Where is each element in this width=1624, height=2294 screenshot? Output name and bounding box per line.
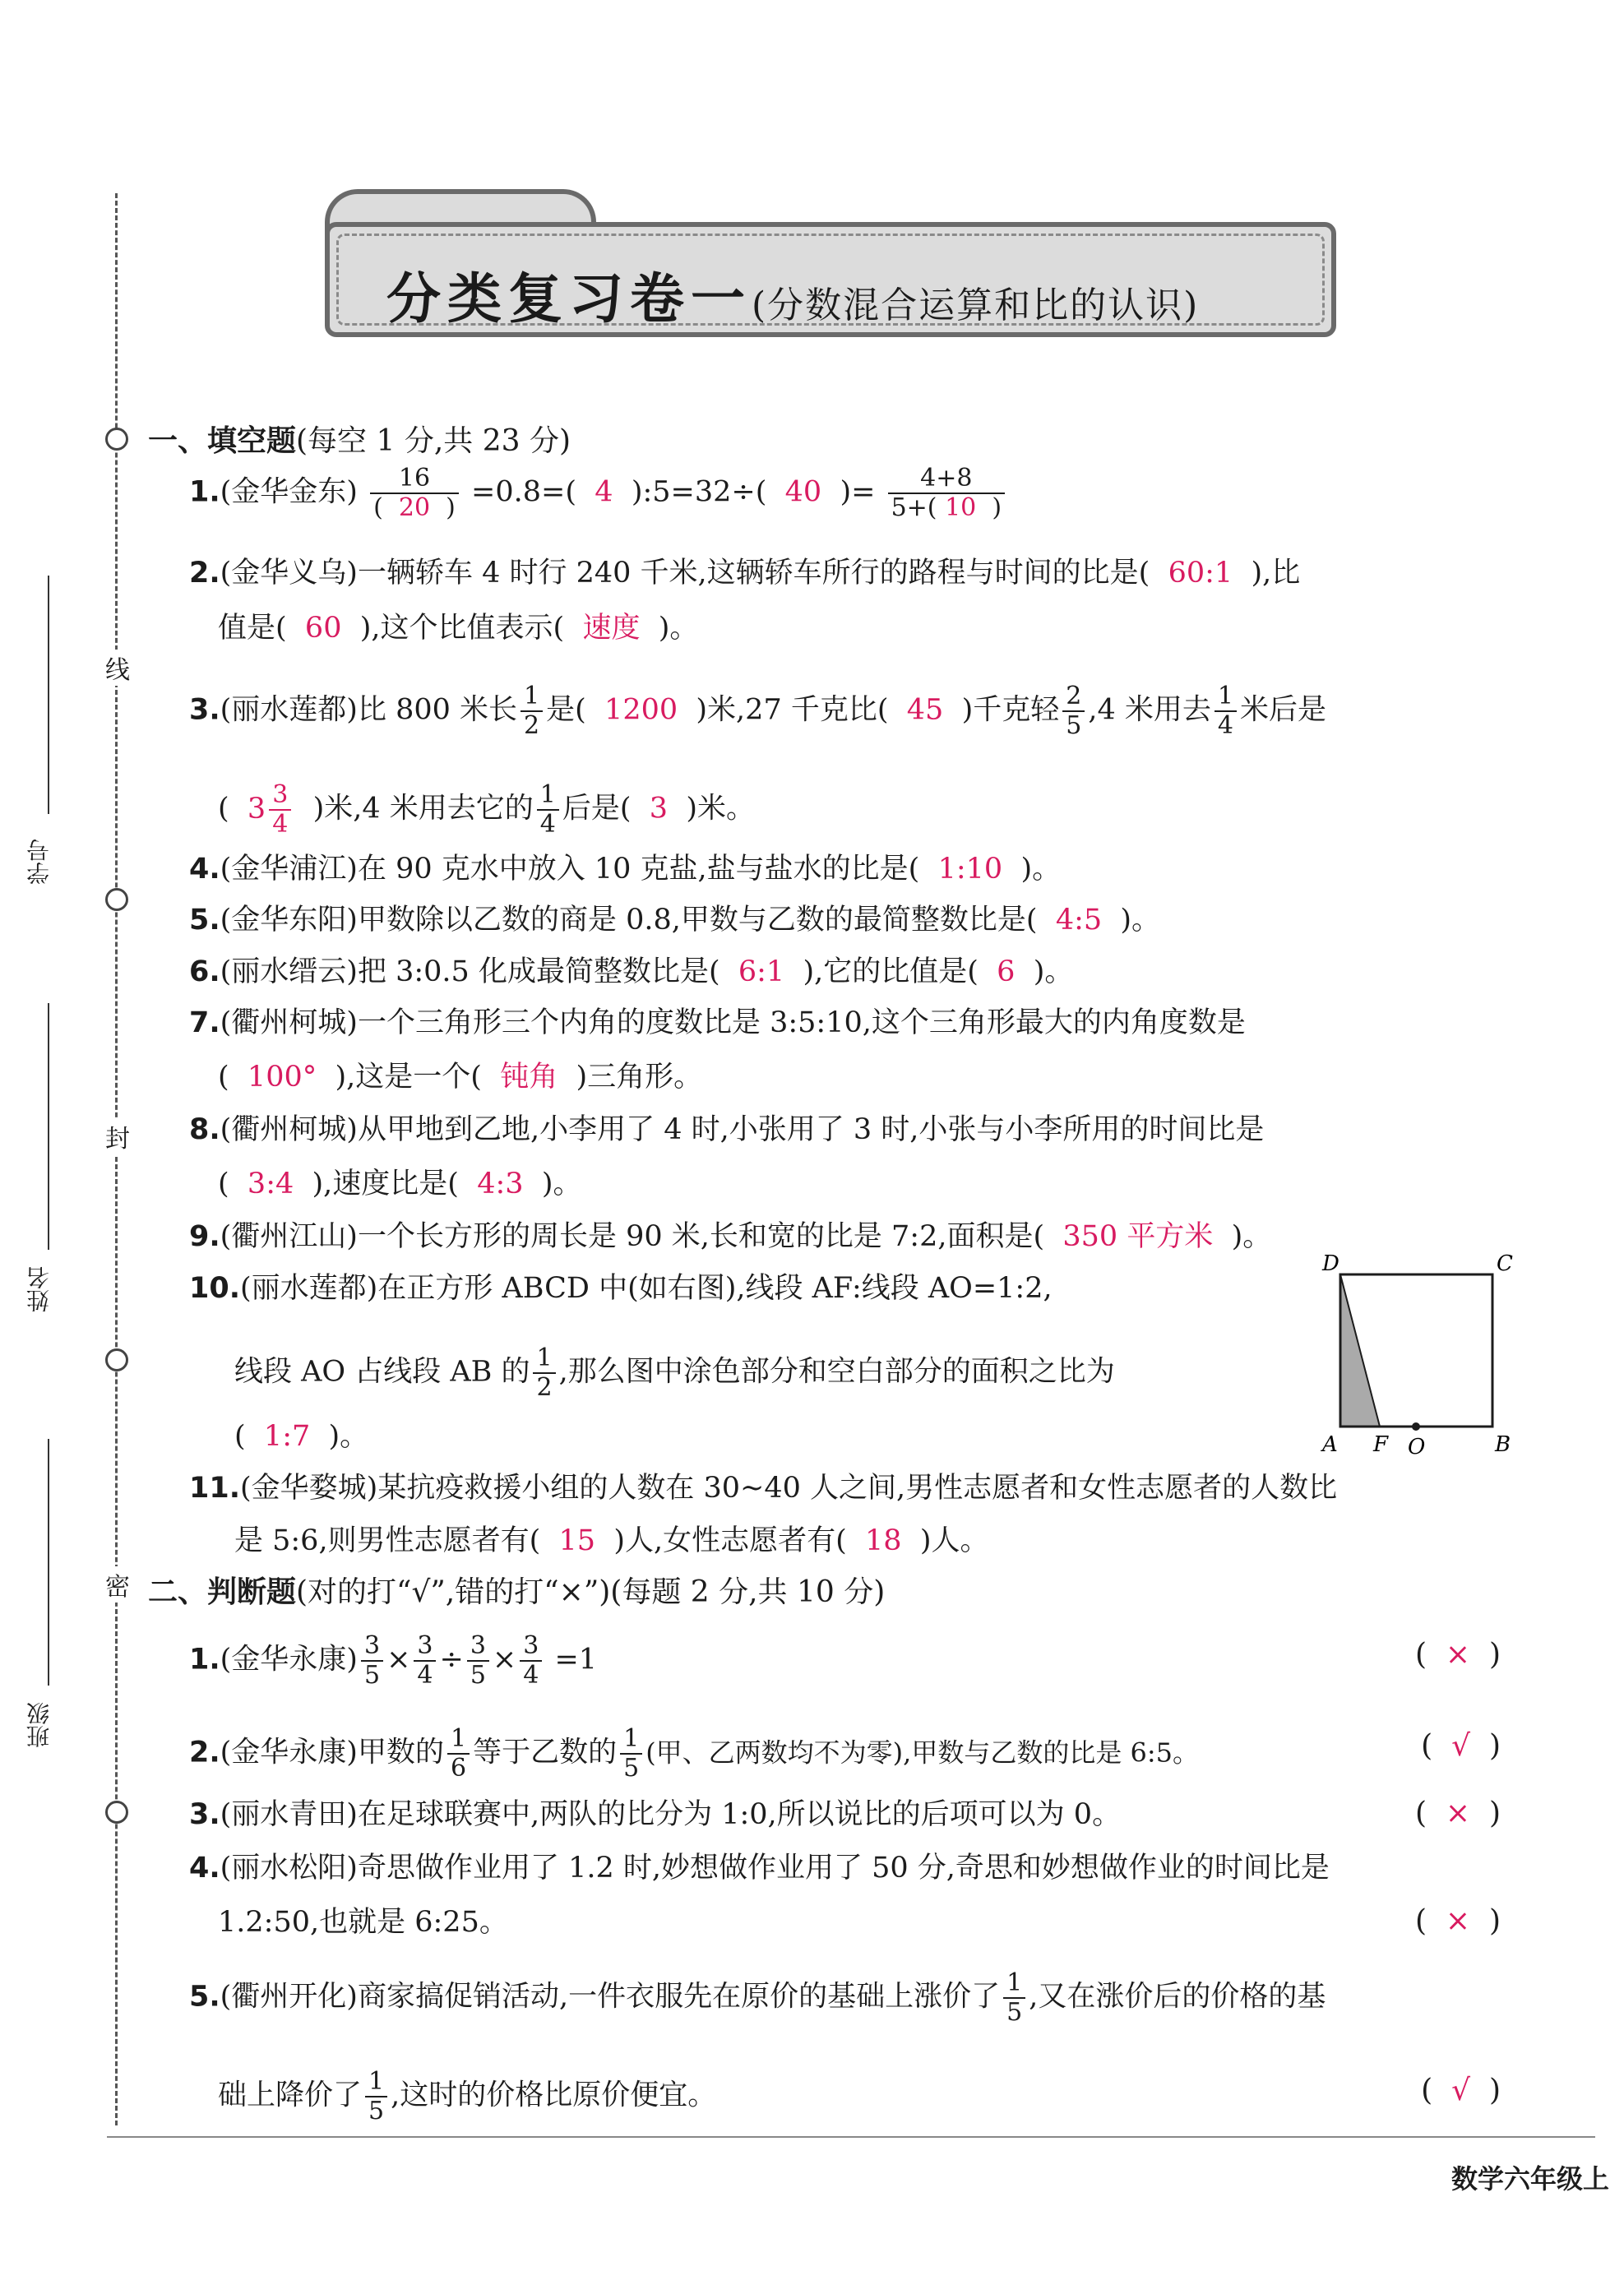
j3-source: (丽水青田) <box>220 1798 358 1831</box>
q4-text-2: )。 <box>1020 853 1062 886</box>
j1-equals: =1 <box>554 1643 598 1677</box>
question-7 <box>189 1005 1246 1041</box>
q1-text-3: )= <box>840 475 876 509</box>
q10-text-1: 在正方形 ABCD 中(如右图),线段 AF:线段 AO=1:2, <box>377 1272 1053 1305</box>
q8-text-4: )。 <box>541 1168 582 1200</box>
q8-number: 8. <box>189 1113 220 1146</box>
q6-number: 6. <box>189 955 220 988</box>
q11-text-3: )人,女性志愿者有( <box>613 1524 847 1557</box>
q7-text-3: ),这是一个( <box>335 1061 482 1094</box>
q7-text-1: 一个三角形三个内角的度数比是 3:5:10,这个三角形最大的内角度数是 <box>357 1006 1246 1039</box>
q4-answer-1[interactable]: 1:10 <box>937 853 1003 886</box>
j4-number: 4. <box>189 1852 220 1885</box>
q5-text-1: 甲数除以乙数的商是 0.8,甲数与乙数的最简整数比是( <box>357 904 1038 937</box>
q10-answer-1[interactable]: 1:7 <box>263 1420 311 1453</box>
q10-number: 10. <box>189 1272 241 1305</box>
j1-f1-den: 5 <box>361 1660 383 1690</box>
q2-number: 2. <box>189 557 220 590</box>
question-10 <box>189 1270 1053 1307</box>
q9-text-1: 一个长方形的周长是 90 米,长和宽的比是 7:2,面积是( <box>357 1220 1045 1253</box>
q11-number: 11. <box>189 1472 241 1505</box>
q8-answer-1[interactable]: 3:4 <box>247 1168 294 1200</box>
q11-answer-2[interactable]: 18 <box>865 1524 902 1557</box>
q4-text-1: 在 90 克水中放入 10 克盐,盐与盐水的比是( <box>357 853 920 886</box>
j2-mark: √ <box>1451 1729 1471 1763</box>
q3-fraction-4 <box>537 781 559 839</box>
q3-f2-num: 2 <box>1066 682 1082 710</box>
q11-text-1: 某抗疫救援小组的人数在 30~40 人之间,男性志愿者和女性志愿者的人数比 <box>377 1472 1338 1505</box>
q3-paren-left: ( <box>218 792 229 826</box>
q3-f2-den: 5 <box>1062 710 1085 740</box>
q1-f2-den-r: ) <box>992 493 1002 522</box>
j2-text-1: 甲数的 <box>357 1736 444 1769</box>
q8-text-2: ( <box>218 1168 229 1200</box>
q10-fraction <box>533 1344 555 1402</box>
j1-fraction-1 <box>361 1632 383 1690</box>
question-11 <box>189 1470 1337 1506</box>
binding-dashed-line <box>115 193 118 2125</box>
paren-left: ( <box>1414 1797 1427 1830</box>
section-2-heading <box>148 1569 885 1611</box>
q3-text-3: )米,27 千克比( <box>696 693 889 727</box>
q2-text-2: ),比 <box>1251 557 1301 590</box>
q2-answer-1[interactable]: 60:1 <box>1168 557 1233 590</box>
j1-op-1: × <box>386 1643 411 1677</box>
j2-f1-num: 1 <box>450 1724 467 1753</box>
j5-f2-den: 5 <box>365 2096 387 2125</box>
j1-f4-den: 4 <box>520 1660 542 1690</box>
j5-text-4: ,这时的价格比原价便宜。 <box>391 2079 717 2112</box>
q11-text-4: )人。 <box>919 1524 989 1557</box>
j1-f3-num: 3 <box>470 1631 486 1660</box>
q9-source: (衢州江山) <box>220 1220 358 1253</box>
q10-text-2: 线段 AO 占线段 AB 的 <box>234 1355 530 1389</box>
title-main: 分类复习卷一 <box>386 266 752 331</box>
q1-answer-2[interactable]: 4 <box>595 475 613 509</box>
q3-text-5: ,4 米用去 <box>1088 693 1211 727</box>
q1-answer-3[interactable]: 40 <box>784 475 822 509</box>
question-3-line-2 <box>218 781 755 839</box>
j5-mark: √ <box>1451 2074 1471 2107</box>
q10-f-den: 2 <box>533 1372 555 1402</box>
j4-text-1: 奇思做作业用了 1.2 时,妙想做作业用了 50 分,奇思和妙想做作业的时间比是 <box>357 1852 1330 1885</box>
question-4 <box>189 851 1061 887</box>
paren-left: ( <box>1414 1638 1427 1672</box>
q1-fraction-2 <box>888 465 1005 522</box>
q3-text-8: 后是( <box>562 792 632 826</box>
question-3 <box>189 682 1326 740</box>
binding-mark-mi: 密 <box>105 1566 130 1603</box>
j1-source: (金华永康) <box>220 1643 358 1677</box>
q11-source: (金华婺城) <box>240 1472 378 1505</box>
j1-fraction-4 <box>520 1632 542 1690</box>
judge-4 <box>189 1850 1330 1886</box>
j5-text-1: 商家搞促销活动,一件衣服先在原价的基础上涨价了 <box>357 1980 1001 2014</box>
q5-text-2: )。 <box>1120 904 1161 937</box>
student-number-label: 学号 <box>25 839 53 885</box>
q7-number: 7. <box>189 1006 220 1039</box>
j2-answer-box[interactable] <box>1421 1729 1501 1763</box>
label-d: D <box>1322 1251 1339 1276</box>
j1-fraction-2 <box>414 1632 436 1690</box>
paren-right: ) <box>1488 1797 1501 1830</box>
binding-mark-xian: 线 <box>105 650 130 686</box>
q3-a3-num: 3 <box>272 780 289 809</box>
q10-text-5: )。 <box>328 1420 369 1453</box>
q1-text-2: ):5=32÷( <box>631 475 767 509</box>
q2-text-4: ),这个比值表示( <box>359 612 565 645</box>
q3-text-1: 比 800 米长 <box>357 693 518 727</box>
q3-text-7: )米,4 米用去它的 <box>312 792 534 826</box>
q6-text-3: )。 <box>1033 955 1074 988</box>
j1-f1-num: 3 <box>363 1631 381 1660</box>
binding-hole <box>105 888 128 911</box>
question-11-line-2 <box>234 1523 989 1559</box>
q3-text-4: )千克轻 <box>961 693 1060 727</box>
j1-mark: × <box>1445 1638 1471 1672</box>
question-8-line-2 <box>218 1166 581 1202</box>
q10-source: (丽水莲都) <box>240 1272 378 1305</box>
q3-answer-4[interactable]: 3 <box>649 792 669 826</box>
q5-source: (金华东阳) <box>220 904 358 937</box>
section-2-note: (对的打“√”,错的打“×”)(每题 2 分,共 10 分) <box>296 1575 886 1609</box>
q1-f1-den-r: ) <box>446 493 456 522</box>
j3-text-1: 在足球联赛中,两队的比分为 1:0,所以说比的后项可以为 0。 <box>357 1798 1122 1831</box>
q1-answer-4[interactable]: 10 <box>945 493 977 522</box>
j1-f3-den: 5 <box>467 1660 489 1690</box>
judge-5-line-2 <box>218 2068 716 2125</box>
q2-answer-3[interactable]: 速度 <box>582 612 641 645</box>
q3-a3-fraction <box>269 781 291 839</box>
q7-text-4: )三角形。 <box>576 1061 703 1094</box>
label-c: C <box>1497 1251 1513 1276</box>
q8-answer-2[interactable]: 4:3 <box>477 1168 524 1200</box>
square-abcd-figure <box>1307 1250 1521 1455</box>
j4-text-2: 1.2:50,也就是 6:25。 <box>218 1906 508 1939</box>
question-10-line-2 <box>234 1344 1115 1402</box>
j2-fraction-2 <box>620 1725 642 1783</box>
q7-answer-1[interactable]: 100° <box>247 1061 317 1094</box>
question-6 <box>189 954 1073 990</box>
q8-text-1: 从甲地到乙地,小李用了 4 时,小张用了 3 时,小张与小李所用的时间比是 <box>357 1113 1265 1146</box>
q3-text-6: 米后是 <box>1239 693 1326 727</box>
j5-source: (衢州开化) <box>220 1980 358 2014</box>
j5-fraction-1 <box>1003 1969 1025 2027</box>
q10-text-3: ,那么图中涂色部分和空白部分的面积之比为 <box>558 1355 1115 1389</box>
question-9 <box>189 1219 1271 1255</box>
q3-source: (丽水莲都) <box>220 693 358 727</box>
shaded-triangle <box>1340 1274 1380 1427</box>
question-10-line-3 <box>234 1418 368 1455</box>
j4-source: (丽水松阳) <box>220 1852 358 1885</box>
j1-f4-num: 3 <box>523 1631 539 1660</box>
paren-right: ) <box>1488 1638 1501 1672</box>
judge-1 <box>189 1632 597 1690</box>
q11-answer-1[interactable]: 15 <box>558 1524 596 1557</box>
q3-text-9: )米。 <box>686 792 755 826</box>
q1-f2-num: 4+8 <box>920 464 973 493</box>
q3-a3-den: 4 <box>269 809 291 839</box>
j5-f1-den: 5 <box>1003 1997 1025 2027</box>
j1-op-2: ÷ <box>439 1643 464 1677</box>
judge-5 <box>189 1969 1326 2027</box>
q1-text-1: =0.8=( <box>471 475 576 509</box>
label-f: F <box>1373 1432 1389 1455</box>
label-a: A <box>1322 1432 1338 1455</box>
question-7-line-2 <box>218 1059 702 1095</box>
q4-number: 4. <box>189 853 220 886</box>
q9-answer-1[interactable]: 350 平方米 <box>1062 1220 1214 1253</box>
q3-fraction-3 <box>1215 682 1237 740</box>
q3-fraction-1 <box>521 682 543 740</box>
q6-source: (丽水缙云) <box>220 955 358 988</box>
q3-f3-den: 4 <box>1215 710 1237 740</box>
q5-number: 5. <box>189 904 220 937</box>
judge-3 <box>189 1797 1121 1833</box>
j5-text-2: ,又在涨价后的价格的基 <box>1029 1980 1326 2014</box>
q2-text-1: 一辆轿车 4 时行 240 千米,这辆轿车所行的路程与时间的比是( <box>357 557 1150 590</box>
j2-fraction-1 <box>447 1725 470 1783</box>
section-1-heading <box>148 418 571 460</box>
q1-f1-den-l: ( <box>373 493 383 522</box>
q6-answer-2[interactable]: 6 <box>997 955 1016 988</box>
q3-a3-whole: 3 <box>247 792 266 826</box>
q3-number: 3. <box>189 693 220 727</box>
q11-text-2: 是 5:6,则男性志愿者有( <box>234 1524 541 1557</box>
j5-f2-num: 1 <box>368 2067 385 2096</box>
j2-f2-num: 1 <box>623 1724 640 1753</box>
q8-text-3: ),速度比是( <box>312 1168 459 1200</box>
section-2-title: 二、判断题 <box>148 1575 297 1609</box>
question-2-line-2 <box>218 610 698 646</box>
paren-left: ( <box>1421 1729 1433 1763</box>
q7-text-2: ( <box>218 1061 229 1094</box>
q3-answer-1[interactable]: 1200 <box>604 693 678 727</box>
j4-answer-box[interactable] <box>1415 1904 1501 1938</box>
j3-answer-box[interactable] <box>1415 1797 1501 1830</box>
q2-source: (金华义乌) <box>220 557 358 590</box>
j1-f2-den: 4 <box>414 1660 436 1690</box>
q3-f3-num: 1 <box>1217 682 1233 710</box>
q1-f1-num: 16 <box>398 464 431 493</box>
j5-answer-box[interactable] <box>1421 2074 1501 2107</box>
question-1 <box>189 465 1008 522</box>
j2-f2-den: 5 <box>620 1753 642 1783</box>
class-label: 班级 <box>25 1702 53 1748</box>
q7-answer-2[interactable]: 钝角 <box>500 1061 558 1094</box>
q3-f1-num: 1 <box>524 682 540 710</box>
j2-text-3: (甲、乙两数均不为零),甲数与乙数的比是 6:5。 <box>645 1737 1200 1769</box>
question-2 <box>189 555 1300 591</box>
j5-f1-num: 1 <box>1006 1968 1023 1997</box>
q10-text-4: ( <box>234 1420 246 1453</box>
q1-f2-den-l: 5+( <box>891 493 937 522</box>
binding-hole <box>105 1801 128 1824</box>
j1-answer-box[interactable] <box>1415 1638 1501 1672</box>
j3-number: 3. <box>189 1798 220 1831</box>
q1-answer-1[interactable]: 20 <box>398 493 431 522</box>
j1-fraction-3 <box>467 1632 489 1690</box>
binding-mark-feng: 封 <box>105 1118 130 1154</box>
j2-source: (金华永康) <box>220 1736 358 1769</box>
q5-answer-1[interactable]: 4:5 <box>1055 904 1103 937</box>
j1-number: 1. <box>189 1643 220 1677</box>
q3-f4-num: 1 <box>539 780 556 809</box>
j1-f2-num: 3 <box>417 1631 433 1660</box>
name-label: 姓名 <box>25 1266 53 1312</box>
q2-text-3: 值是( <box>218 612 287 645</box>
q2-answer-2[interactable]: 60 <box>304 612 342 645</box>
j2-f1-den: 6 <box>447 1753 470 1783</box>
judge-4-line-2 <box>218 1904 508 1940</box>
j5-fraction-2 <box>365 2068 387 2125</box>
class-field[interactable] <box>48 1439 49 1686</box>
j2-number: 2. <box>189 1736 220 1769</box>
name-field[interactable] <box>48 1003 49 1250</box>
q3-f4-den: 4 <box>537 809 559 839</box>
q3-answer-3[interactable] <box>247 780 294 839</box>
q4-source: (金华浦江) <box>220 853 358 886</box>
q6-answer-1[interactable]: 6:1 <box>738 955 785 988</box>
paren-right: ) <box>1488 1729 1501 1763</box>
j3-mark: × <box>1445 1797 1471 1830</box>
footer-divider <box>107 2136 1595 2138</box>
paren-right: ) <box>1488 1904 1501 1938</box>
q3-answer-2[interactable]: 45 <box>906 693 944 727</box>
q3-fraction-2 <box>1062 682 1085 740</box>
page-title <box>386 255 1199 333</box>
q1-number: 1. <box>189 475 220 509</box>
q6-text-2: ),它的比值是( <box>803 955 979 988</box>
j5-text-3: 础上降价了 <box>218 2079 363 2112</box>
point-o <box>1412 1422 1420 1431</box>
label-o: O <box>1408 1435 1426 1455</box>
q3-f1-den: 2 <box>521 710 543 740</box>
j4-mark: × <box>1445 1904 1471 1938</box>
binding-hole <box>105 428 128 451</box>
q10-f-num: 1 <box>536 1344 553 1372</box>
q3-text-2: 是( <box>546 693 586 727</box>
section-1-note: (每空 1 分,共 23 分) <box>296 424 571 458</box>
question-8 <box>189 1112 1264 1148</box>
q2-text-5: )。 <box>658 612 699 645</box>
footer-label: 数学六年级上 <box>1450 2163 1609 2195</box>
q8-source: (衢州柯城) <box>220 1113 358 1146</box>
question-5 <box>189 902 1160 938</box>
q9-number: 9. <box>189 1220 220 1253</box>
j2-text-2: 等于乙数的 <box>473 1736 618 1769</box>
q1-source: (金华金东) <box>220 475 358 509</box>
paren-left: ( <box>1414 1904 1427 1938</box>
j1-op-3: × <box>492 1643 517 1677</box>
paren-right: ) <box>1488 2074 1501 2107</box>
binding-hole <box>105 1348 128 1371</box>
j5-number: 5. <box>189 1980 220 2014</box>
q1-fraction-1 <box>370 465 459 522</box>
section-1-title: 一、填空题 <box>148 424 297 458</box>
q6-text-1: 把 3:0.5 化成最简整数比是( <box>357 955 720 988</box>
student-number-field[interactable] <box>48 576 49 814</box>
paren-left: ( <box>1421 2074 1433 2107</box>
judge-2 <box>189 1725 1199 1783</box>
label-b: B <box>1495 1432 1511 1455</box>
q7-source: (衢州柯城) <box>220 1006 358 1039</box>
q9-text-2: )。 <box>1231 1220 1272 1253</box>
title-subtitle: (分数混合运算和比的认识) <box>752 284 1200 326</box>
